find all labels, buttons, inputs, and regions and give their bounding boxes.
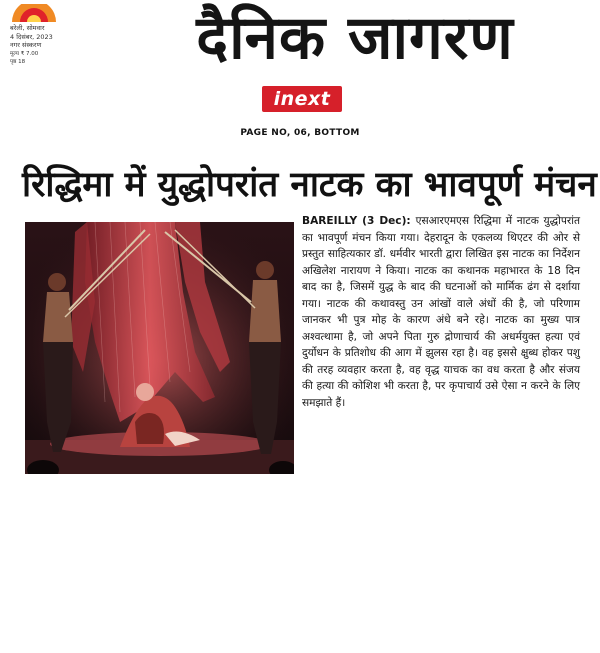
newspaper-title: दैनिक जागरण [196,3,514,73]
inext-logo: inext [262,86,342,112]
stage-performance-photo [25,222,294,474]
article-dateline: BAREILLY (3 Dec): [302,215,416,227]
page-number: PAGE NO, 06, BOTTOM [240,128,360,138]
edition-price: मूल्य ₹ 7.00 [10,50,39,57]
edition-info [10,24,53,67]
sun-logo-icon [8,4,60,24]
article-headline: रिद्धिमा में युद्धोपरांत नाटक का भावपूर्ण मंचन [22,165,597,205]
edition-city-day: बरेली, सोमवार [10,24,45,32]
article-text: एसआरएमएस रिद्धिमा में नाटक युद्धोपरांत का भावपूर्ण मंचन किया गया। देहरादून के एकलव्य थिएटर की ओर से प्रस्तुत साहित्यकार डॉ. धर्मवीर भारती द्वारा लिखित इस नाटक का निर्देशन अखिलेश नारायण ने किया। नाटक का कथानक महाभारत के 18 दिन बाद का है, जिसमें युद्ध के बाद की घटनाओं को मार्मिक ढंग से दर्शाया गया। नाटक की कथावस्तु उन आंखों वाले अंधों की है, जो परिणाम जानकर भी पुत्र मोह के कारण अंधे बने रहे। नाटक का मुख्य पात्र अश्वत्थामा है, जो अपने पिता गुरु द्रोणाचार्य की अधर्मयुक्त हत्या एवं दुर्योधन के प्रतिशोध की आग में झुलस रहा है। वह इससे क्षुब्ध होकर पशु की तरह व्यवहार करता है, वह वृद्ध याचक का वध करता है और संजय की हत्या की कोशिश भी करता है, पर कृपाचार्य उसे ऐसा न करने के लिए समझाते हैं। [302,215,580,409]
edition-name: नगर संस्करण [10,41,42,50]
edition-date: 4 दिसंबर, 2023 [10,32,53,41]
article-body [302,213,580,411]
edition-pages: पृष्ठ 18 [10,59,26,66]
masthead [0,0,600,80]
